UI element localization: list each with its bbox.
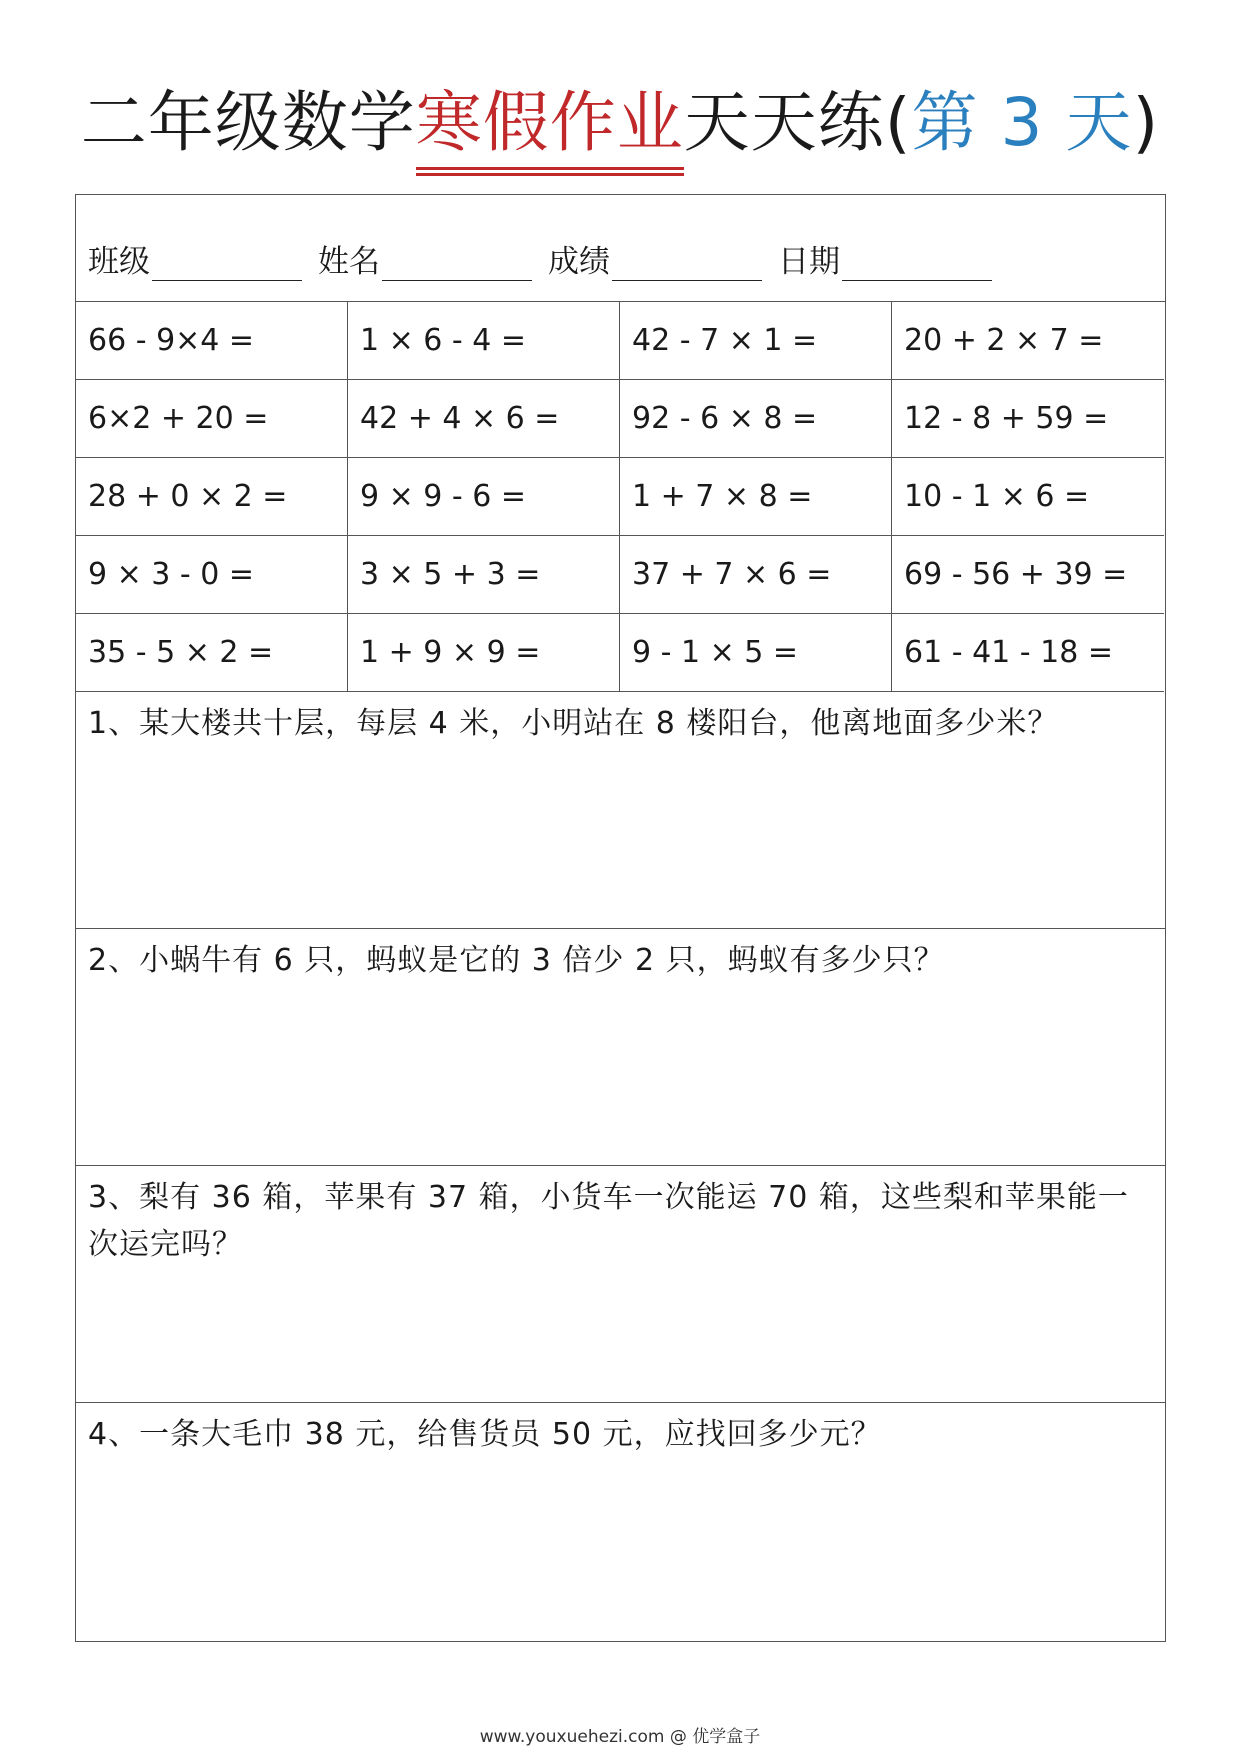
date-label: 日期 <box>778 244 840 280</box>
exercise-cell[interactable]: 61 - 41 - 18 = <box>892 614 1164 692</box>
word-problem-3[interactable]: 3、梨有 36 箱，苹果有 37 箱，小货车一次能运 70 箱，这些梨和苹果能一次运完吗？ <box>76 1166 1165 1403</box>
exercise-cell[interactable]: 69 - 56 + 39 = <box>892 536 1164 614</box>
title-highlight: 寒假作业 <box>416 78 684 168</box>
student-info-row <box>76 195 1165 302</box>
class-blank[interactable] <box>152 252 302 281</box>
score-blank[interactable] <box>612 252 762 281</box>
date-blank[interactable] <box>842 252 992 281</box>
exercise-cell[interactable]: 28 + 0 × 2 = <box>76 458 348 536</box>
score-label: 成绩 <box>548 244 610 280</box>
page-title <box>0 78 1240 168</box>
title-daily: 天天练( <box>683 84 912 161</box>
exercise-cell[interactable]: 1 + 9 × 9 = <box>348 614 620 692</box>
exercise-cell[interactable]: 9 × 3 - 0 = <box>76 536 348 614</box>
exercise-cell[interactable]: 9 × 9 - 6 = <box>348 458 620 536</box>
score-field <box>548 236 762 281</box>
class-field <box>88 236 302 281</box>
exercise-cell[interactable]: 42 + 4 × 6 = <box>348 380 620 458</box>
exercise-cell[interactable]: 6×2 + 20 = <box>76 380 348 458</box>
exercise-cell[interactable]: 3 × 5 + 3 = <box>348 536 620 614</box>
exercise-cell[interactable]: 10 - 1 × 6 = <box>892 458 1164 536</box>
word-problems <box>76 692 1165 1641</box>
exercise-cell[interactable]: 12 - 8 + 59 = <box>892 380 1164 458</box>
title-grade: 二年级数学 <box>80 84 416 161</box>
exercise-cell[interactable]: 1 + 7 × 8 = <box>620 458 892 536</box>
exercise-cell[interactable]: 20 + 2 × 7 = <box>892 302 1164 380</box>
exercise-cell[interactable]: 1 × 6 - 4 = <box>348 302 620 380</box>
worksheet <box>75 194 1166 1642</box>
exercise-cell[interactable]: 66 - 9×4 = <box>76 302 348 380</box>
exercise-cell[interactable]: 35 - 5 × 2 = <box>76 614 348 692</box>
word-problem-2[interactable]: 2、小蜗牛有 6 只，蚂蚁是它的 3 倍少 2 只，蚂蚁有多少只？ <box>76 929 1165 1166</box>
name-blank[interactable] <box>382 252 532 281</box>
name-field <box>318 236 532 281</box>
title-day: 第 3 天 <box>911 84 1133 161</box>
word-problem-1[interactable]: 1、某大楼共十层，每层 4 米，小明站在 8 楼阳台，他离地面多少米？ <box>76 692 1165 929</box>
class-label: 班级 <box>88 244 150 280</box>
title-close: ) <box>1132 84 1160 161</box>
exercise-cell[interactable]: 37 + 7 × 6 = <box>620 536 892 614</box>
name-label: 姓名 <box>318 244 380 280</box>
word-problem-4[interactable]: 4、一条大毛巾 38 元，给售货员 50 元，应找回多少元？ <box>88 1417 882 1452</box>
exercise-cell[interactable]: 92 - 6 × 8 = <box>620 380 892 458</box>
date-field <box>778 236 992 281</box>
exercise-grid <box>76 302 1165 692</box>
exercise-cell[interactable]: 9 - 1 × 5 = <box>620 614 892 692</box>
exercise-cell[interactable]: 42 - 7 × 1 = <box>620 302 892 380</box>
footer-watermark: www.youxuehezi.com @ 优学盒子 <box>479 1727 761 1747</box>
